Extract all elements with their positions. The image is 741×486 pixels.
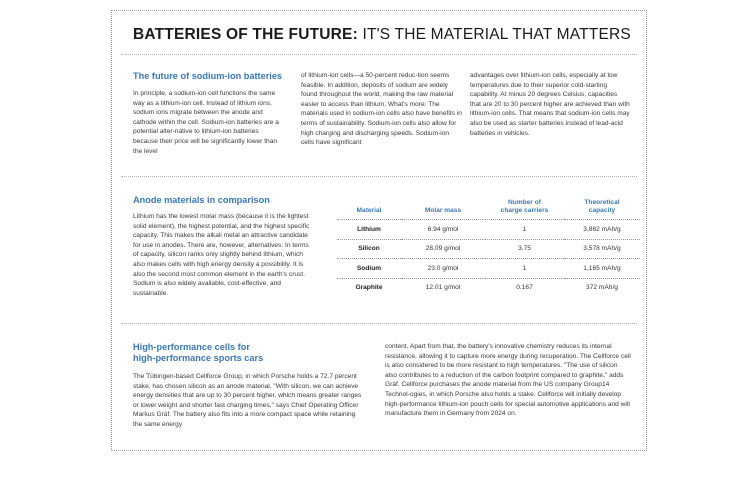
title-rest: IT'S THE MATERIAL THAT MATTERS xyxy=(357,26,631,43)
table-row xyxy=(337,259,640,279)
table-row xyxy=(337,220,640,240)
table-cell: 372 mAh/g xyxy=(586,284,618,292)
table-cell: 3,862 mAh/g xyxy=(564,220,640,240)
anode-body: Lithium has the lowest molar mass (because it is the lightest solid element), the highest potential, and the highest specific capacity. This makes the alkali metal an attractive candidate for use in anodes. There are, however, alternatives: In terms of capacity, silicon ranks only slightly behind lithium, which also makes cells with high energy density a possibility. It is also the second most common element in the earth's crust. Sodium is also widely available, cost-effective, and sustainable. xyxy=(133,213,310,297)
table-cell: 1,165 mAh/g xyxy=(564,259,640,279)
sodium-ion-col1: In principle, a sodium-ion cell functions the same way as a lithium-ion cell. Instead of lithium ions, sodium ions migrate between the anode and cathode within the cell. Sodium-ion batteries are a potential alter-native to lithium-ion batteries because their price will be significantly lower than the level xyxy=(133,90,279,155)
table-cell: 23.0 g/mol xyxy=(401,259,485,279)
page-title xyxy=(133,26,631,44)
sodium-ion-col2: of lithium-ion cells—a 50-percent reduc-tion seems feasible. In addition, deposits of sodium are widely found throughout the world, making the raw material easier to access than lithium. What's more: The materials used in sodium-ion cells also have benefits in terms of sustainability. Sodium-ion cells also allow for high charging and discharging speeds. Sodium-ion cells have significant xyxy=(301,72,462,147)
table-row xyxy=(337,278,640,297)
sodium-ion-heading: The future of sodium-ion batteries xyxy=(133,71,283,81)
table-cell-material: Sodium xyxy=(337,259,401,279)
table-header-row xyxy=(337,193,640,220)
table-cell: 3.75 xyxy=(485,239,564,259)
col-header-molar-mass: Molar mass xyxy=(401,193,485,220)
sodium-ion-col3: advantages over lithium-ion cells, especially at low temperatures due to their superior cold-starting capability. At minus 20 degrees Celsius, capacities that are 20 to 30 percent higher are achieved than with lithium-ion cells. That means that sodium-ion cells may also be used as starter batteries instead of lead-acid batteries in vehicles. xyxy=(470,72,630,137)
table-cell: 12.01 g/mol xyxy=(425,284,461,292)
cells-col1: The Tübingen-based Cellforce Group, in which Porsche holds a 72.7 percent stake, has chosen silicon as an anode material. "With silicon, we can achieve energy densities that are up to 30 percent higher, which means greater ranges or lower weight and shorter fast charging times," says Chief Operating Officer Markus Gräf. The battery also fits into a more compact space while retaining the same energy xyxy=(133,373,362,428)
section-divider-1 xyxy=(121,176,637,177)
title-bold: BATTERIES OF THE FUTURE: xyxy=(133,26,358,43)
cells-heading: High-performance cells for high-performance sports cars xyxy=(133,342,264,363)
col-header-charge-carriers: Number of charge carriers xyxy=(485,193,564,220)
table-cell: 1 xyxy=(485,220,564,240)
table-cell: 0.167 xyxy=(516,284,533,292)
table-cell: 3,578 mAh/g xyxy=(564,239,640,259)
section-divider-2 xyxy=(121,323,637,324)
anode-comparison-table xyxy=(337,193,640,297)
table-cell: 6.94 g/mol xyxy=(401,220,485,240)
table-cell: 28.09 g/mol xyxy=(401,239,485,259)
table-cell-material: Silicon xyxy=(337,239,401,259)
table-row xyxy=(337,239,640,259)
table-cell-material: Graphite xyxy=(355,284,383,292)
title-divider xyxy=(121,54,637,55)
anode-heading: Anode materials in comparison xyxy=(133,195,270,205)
cells-col2: content. Apart from that, the battery's innovative chemistry reduces its internal resistance, allowing it to capture more energy during recuperation. The Cellforce cell is also considered to be more resistant to high temperatures. "The use of silicon also contributes to a reduction of the carbon footprint compared to graphite," adds Gräf. Cellforce purchases the anode material from the US company Group14 Technol-ogies, in which Porsche also holds a stake. Cellforce will initially develop high-performance lithium-ion pouch cells for special automotive applications and will manufacture them in Germany from 2024 on. xyxy=(385,343,631,418)
table-cell: 1 xyxy=(485,259,564,279)
col-header-capacity: Theoretical capacity xyxy=(564,193,640,220)
col-header-material: Material xyxy=(337,193,401,220)
table-cell-material: Lithium xyxy=(337,220,401,240)
